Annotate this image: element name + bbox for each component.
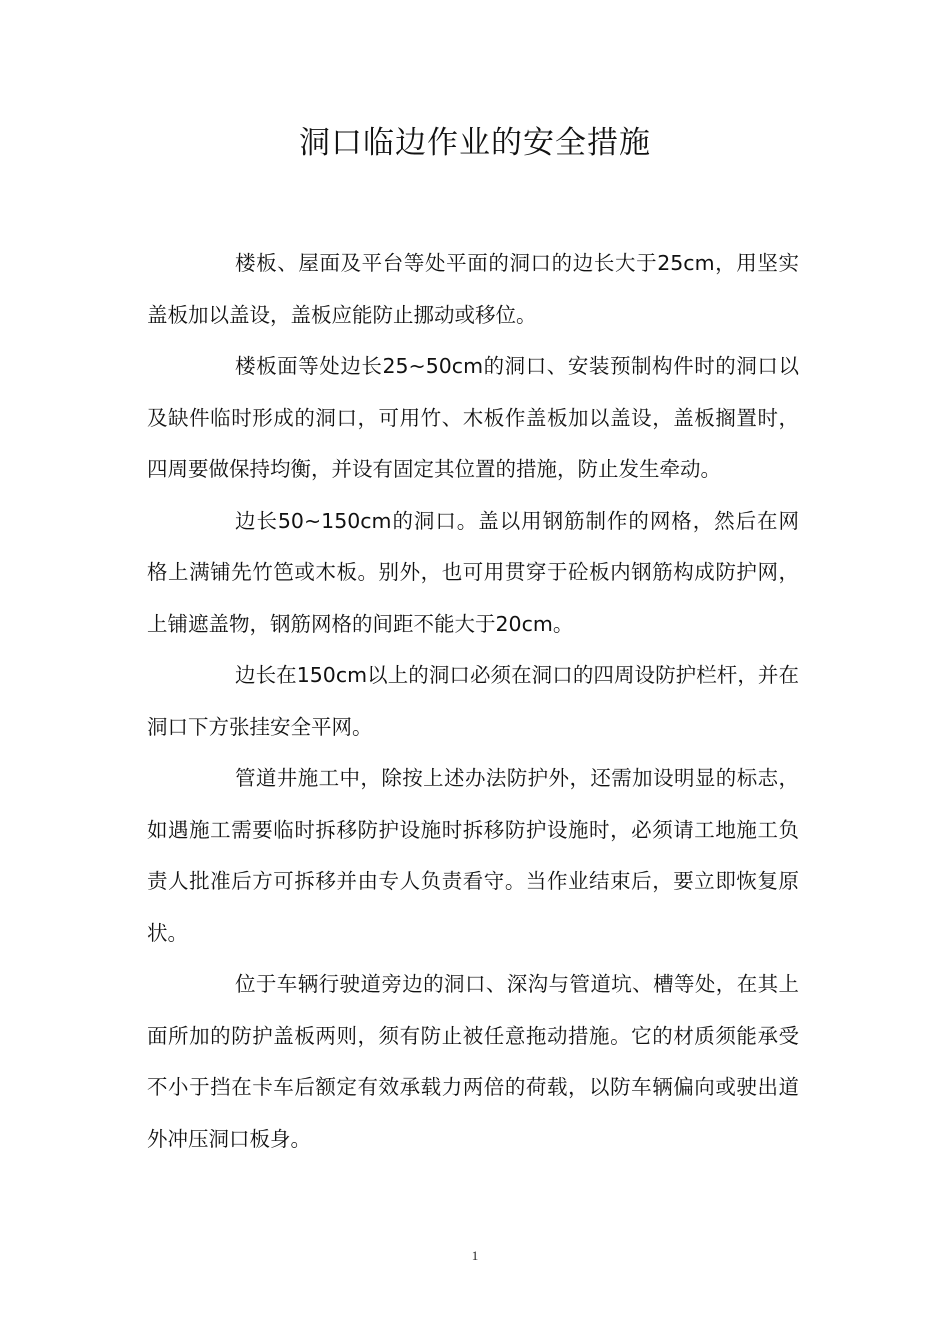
paragraph-opening-over-150cm: 边长在150cm以上的洞口必须在洞口的四周设防护栏杆，并在洞口下方张挂安全平网。	[147, 663, 799, 739]
document-title: 洞口临边作业的安全措施	[299, 125, 651, 161]
document-body	[147, 238, 799, 1165]
paragraph-vehicle-road-openings: 位于车辆行驶道旁边的洞口、深沟与管道坑、槽等处，在其上面所加的防护盖板两则，须有防止被任意拖动措施。它的材质须能承受不小于挡在卡车后额定有效承载力两倍的荷载，以防车辆偏向或驶出道外冲压洞口板身。	[147, 972, 799, 1151]
paragraph-floor-opening-over-25cm: 楼板、屋面及平台等处平面的洞口的边长大于25cm，用坚实盖板加以盖设，盖板应能防止挪动或移位。	[147, 251, 799, 327]
paragraph-pipe-shaft: 管道井施工中，除按上述办法防护外，还需加设明显的标志，如遇施工需要临时拆移防护设施时拆移防护设施时，必须请工地施工负责人批准后方可拆移并由专人负责看守。当作业结束后，要立即恢复原状。	[147, 766, 799, 945]
paragraph-opening-50-150cm: 边长50~150cm的洞口。盖以用钢筋制作的网格，然后在网格上满铺先竹笆或木板。别外，也可用贯穿于砼板内钢筋构成防护网，上铺遮盖物，钢筋网格的间距不能大于20cm。	[147, 508, 799, 636]
paragraph-opening-25-50cm: 楼板面等处边长25~50cm的洞口、安装预制构件时的洞口以及缺件临时形成的洞口，可用竹、木板作盖板加以盖设，盖板搁置时，四周要做保持均衡，并设有固定其位置的措施，防止发生牵动。	[147, 354, 799, 481]
page-number: 1	[471, 1248, 479, 1263]
